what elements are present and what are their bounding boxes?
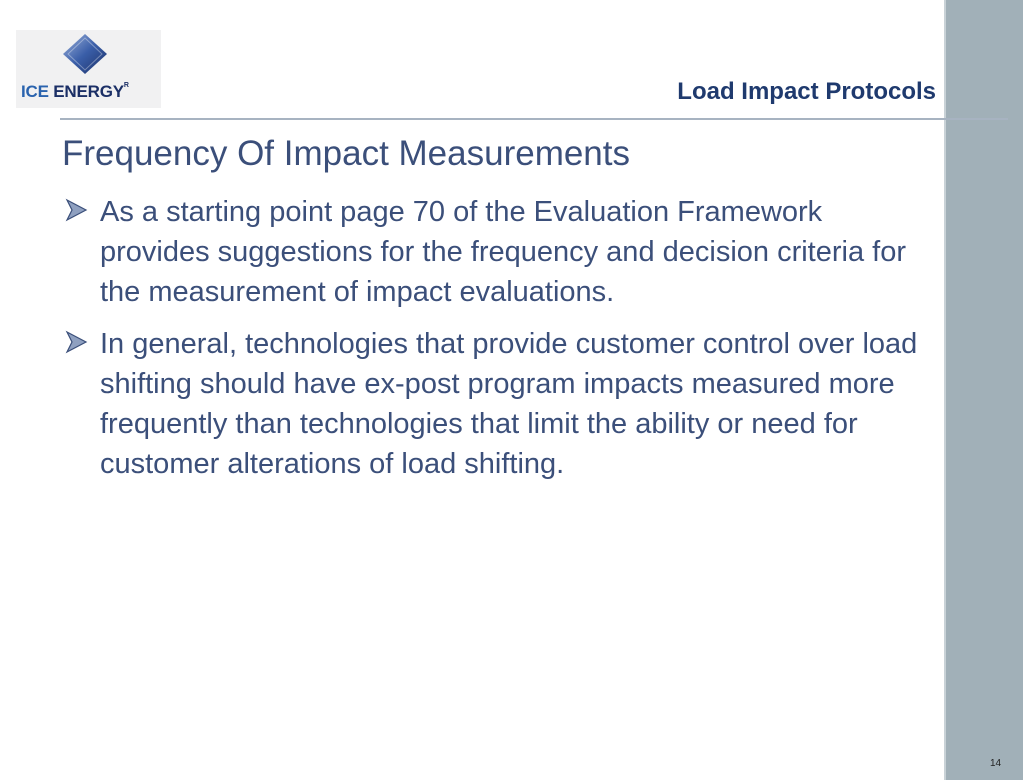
bullet-item bbox=[62, 192, 937, 312]
section-heading: Frequency Of Impact Measurements bbox=[62, 134, 630, 173]
bullet-item bbox=[62, 324, 937, 484]
header-divider bbox=[60, 118, 1008, 120]
page-number: 14 bbox=[990, 758, 1002, 769]
arrow-bullet-icon bbox=[64, 195, 90, 225]
bullet-text: As a starting point page 70 of the Evaluation Framework provides suggestions for the frequency and decision criteria for the measurement of impact evaluations. bbox=[100, 196, 906, 308]
bullet-text: In general, technologies that provide customer control over load shifting should have ex-post program impacts measured more frequently than technologies that limit the ability or need for customer alterations of load shifting. bbox=[100, 328, 918, 480]
registered-mark: R bbox=[123, 82, 129, 89]
page-title: Load Impact Protocols bbox=[677, 78, 936, 105]
logo-word-energy: ENERGY bbox=[53, 82, 124, 101]
bullet-list bbox=[62, 192, 937, 496]
logo-wordmark bbox=[21, 82, 129, 102]
ice-energy-logo bbox=[16, 30, 161, 108]
logo-word-ice: ICE bbox=[21, 82, 49, 101]
right-sidebar-band bbox=[946, 0, 1023, 780]
arrow-bullet-icon bbox=[64, 327, 90, 357]
sidebar-edge bbox=[944, 0, 946, 780]
